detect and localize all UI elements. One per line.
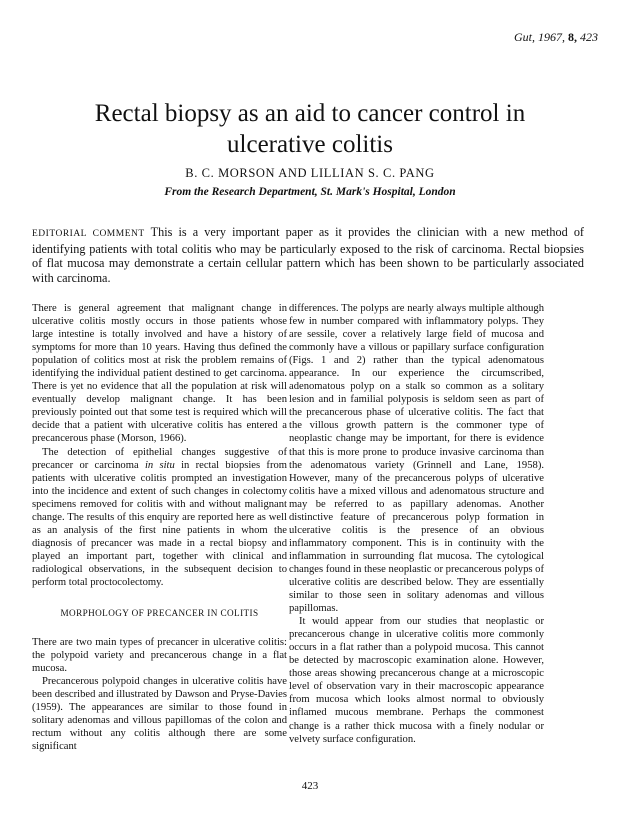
author-affiliation: From the Research Department, St. Mark's Hospital, London (164, 186, 456, 198)
paragraph (32, 446, 287, 590)
editorial-comment (32, 225, 584, 285)
page-number: 423 (301, 780, 319, 792)
journal-volume: 8, (568, 30, 577, 44)
paragraph: There are two main types of precancer in ulcerative colitis: the polypoid variety and precancerous change in a flat mucosa. (32, 637, 287, 675)
journal-name: Gut, (514, 30, 535, 44)
section-heading: MORPHOLOGY OF PRECANCER IN COLITIS (60, 608, 259, 619)
journal-page: 423 (580, 30, 598, 44)
editorial-text: This is a very important paper as it provides the clinician with a new method of identifying patients with total colitis who may be particularly exposed to the risk of carcinoma. Rectal biopsies of flat mucosa may demonstrate a certain cellular pattern which has been shown to be particularly associated with carcinoma. (32, 225, 584, 285)
paragraph: differences. The polyps are nearly always multiple although few in number compared with inflammatory polyps. They are sessile, cover a relatively large field of mucosa and commonly have a villous or papillary surface configuration (Figs. 1 and 2) rather than the typical adenomatous appearance. In our experience the circumscribed, adenomatous polyp on a stalk so common as a solitary lesion and in familial polyposis is seldom seen as part of the precancerous phase of ulcerative colitis. The fact that the villous growth pattern is the commoner type of neoplastic change may be important, for there is evidence that this is more prone to produce invasive carcinoma than the adenomatous variety (Grinnell and Lane, 1958). However, many of the precancerous polyps of ulcerative colitis have a mixed villous and adenomatous structure and may be referred to as papillary adenomas. Another distinctive feature of precancerous polyp formation in ulcerative colitis is the presence of an obvious inflammatory component. This is in continuity with the inflammation in surrounding flat mucosa. The cytological changes found in these neoplastic or precancerous polyps of ulcerative colitis are described below. They are essentially similar to those seen in solitary adenomas and villous papillomas. (289, 303, 544, 615)
paragraph: There is general agreement that malignant change in ulcerative colitis mostly occurs in those patients whose large intestine is totally involved and have a history of symptoms for more than 10 years. Having thus defined the population of colitics most at risk the problem remains of identifying the individual patient destined to get carcinoma. There is yet no evidence that all the population at risk will eventually develop malignant change. It has been previously pointed out that some test is required which will decide that a patient with ulcerative colitis has entered a precancerous phase (Morson, 1966). (32, 303, 287, 445)
editorial-label: EDITORIAL COMMENT (32, 229, 145, 239)
paragraph-text: in rectal biopsies from patients with ulcerative colitis prompted an investigation into the incidence and extent of such changes in colectomy specimens removed for colitis with and without malignant change. The results of this enquiry are reported here as well as an analysis of the first nine patients in whom the diagnosis of precancer was made in a rectal biopsy and played an important part, together with clinical and radiological observations, in the subsequent decision to perform total proctocolectomy. (32, 459, 288, 588)
right-column (289, 302, 544, 746)
article-authors: B. C. MORSON AND LILLIAN S. C. PANG (185, 166, 435, 180)
paragraph: It would appear from our studies that neoplastic or precancerous change in ulcerative colitis more commonly occurs in a flat rather than a polypoid mucosa. This cannot be detected by macroscopic examination alone. However, those areas showing precancerous change at a microscopic level of observation vary in their macroscopic appearance from mucosa which looks almost normal to obviously inflamed mucous membrane. Perhaps the commonest change is a rather thick mucosa with a finely nodular or velvety surface configuration. (289, 616, 544, 745)
in-situ-term: in situ (144, 459, 175, 471)
left-column (32, 302, 287, 754)
paragraph: Precancerous polypoid changes in ulcerative colitis have been described and illustrated by Dawson and Pryse-Davies (1959). The appearances are similar to those found in solitary adenomas and villous papillomas of the colon and rectum without any colitis although there are some significant (32, 676, 287, 753)
article-title: Rectal biopsy as an aid to cancer control in ulcerative colitis (94, 100, 526, 158)
paragraph-text: The detection of epithelial changes suggestive of precancer or carcinoma (32, 446, 287, 471)
journal-citation (514, 30, 598, 45)
journal-year: 1967, (538, 30, 565, 44)
